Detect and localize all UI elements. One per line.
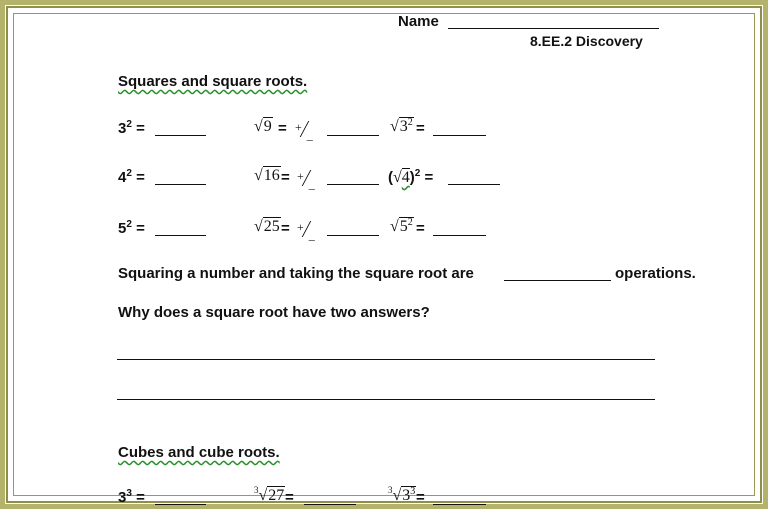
square-row-2-blank-3[interactable]	[448, 184, 500, 185]
sqrt-3-squared-expression: $√3^2$	[390, 117, 413, 135]
standard-label: 8.EE.2 Discovery	[530, 33, 643, 49]
cube-row-root-equals: =	[285, 489, 294, 506]
plus-minus-symbol: +_	[295, 120, 313, 142]
cubes-section-title: Cubes and cube roots.	[118, 444, 280, 461]
square-row-1-left: $3^2$ =	[118, 119, 145, 137]
sqrt-5-squared-expression: $√5^2$	[390, 217, 413, 235]
sqrt-25-expression: √25	[254, 218, 280, 235]
square-row-2-blank-1[interactable]	[155, 184, 206, 185]
radical-sign-icon: √	[392, 487, 402, 504]
radical-sign-icon: √	[254, 167, 263, 184]
cube-root-3-cubed-expression: $^3√3^3$	[388, 485, 416, 504]
square-row-2-blank-2[interactable]	[327, 184, 379, 185]
radical-sign-icon: √	[393, 169, 402, 186]
cube-row-left: $3^3$ =	[118, 488, 145, 506]
square-row-1-blank-3[interactable]	[433, 135, 486, 136]
radical-sign-icon: √	[254, 218, 263, 235]
radical-sign-icon: √	[254, 118, 263, 135]
plus-minus-symbol: +_	[297, 169, 315, 191]
cube-root-27-expression: $^3$√27	[254, 485, 285, 504]
square-row-1-blank-2[interactable]	[327, 135, 379, 136]
square-row-3-left: $5^2$ =	[118, 219, 145, 237]
radical-sign-icon: √	[258, 487, 268, 504]
sqrt-16-expression: √16	[254, 167, 280, 184]
name-blank[interactable]	[448, 28, 659, 29]
cube-row-blank-3[interactable]	[433, 504, 486, 505]
answer-line-1[interactable]	[117, 359, 655, 360]
squares-section-title: Squares and square roots.	[118, 73, 308, 90]
square-row-1-root-equals: =	[278, 120, 287, 137]
cube-row-blank-2[interactable]	[304, 504, 356, 505]
cube-row-blank-1[interactable]	[155, 504, 206, 505]
square-row-1-blank-1[interactable]	[155, 135, 206, 136]
sqrt-9-expression: √9	[254, 118, 272, 135]
radical-sign-icon: √	[390, 218, 399, 235]
radical-sign-icon: √	[390, 118, 399, 135]
plus-minus-symbol: +_	[297, 220, 315, 242]
inverse-operations-statement-end: operations.	[615, 265, 696, 282]
answer-line-2[interactable]	[117, 399, 655, 400]
square-row-3-blank-3[interactable]	[433, 235, 486, 236]
name-label: Name	[398, 13, 439, 30]
square-row-3-right-equals: =	[416, 220, 425, 237]
operations-blank[interactable]	[504, 280, 611, 281]
square-row-1-right-equals: =	[416, 120, 425, 137]
square-row-3-root-equals: =	[281, 220, 290, 237]
cube-row-right-equals: =	[416, 489, 425, 506]
square-row-2-root-equals: =	[281, 169, 290, 186]
two-answers-question: Why does a square root have two answers?	[118, 304, 430, 321]
paren-sqrt-4-expression: $(√4)^2$ =	[388, 168, 434, 186]
inverse-operations-statement-start: Squaring a number and taking the square root are	[118, 265, 474, 282]
square-row-3-blank-1[interactable]	[155, 235, 206, 236]
square-row-2-left: $4^2$ =	[118, 168, 145, 186]
square-row-3-blank-2[interactable]	[327, 235, 379, 236]
